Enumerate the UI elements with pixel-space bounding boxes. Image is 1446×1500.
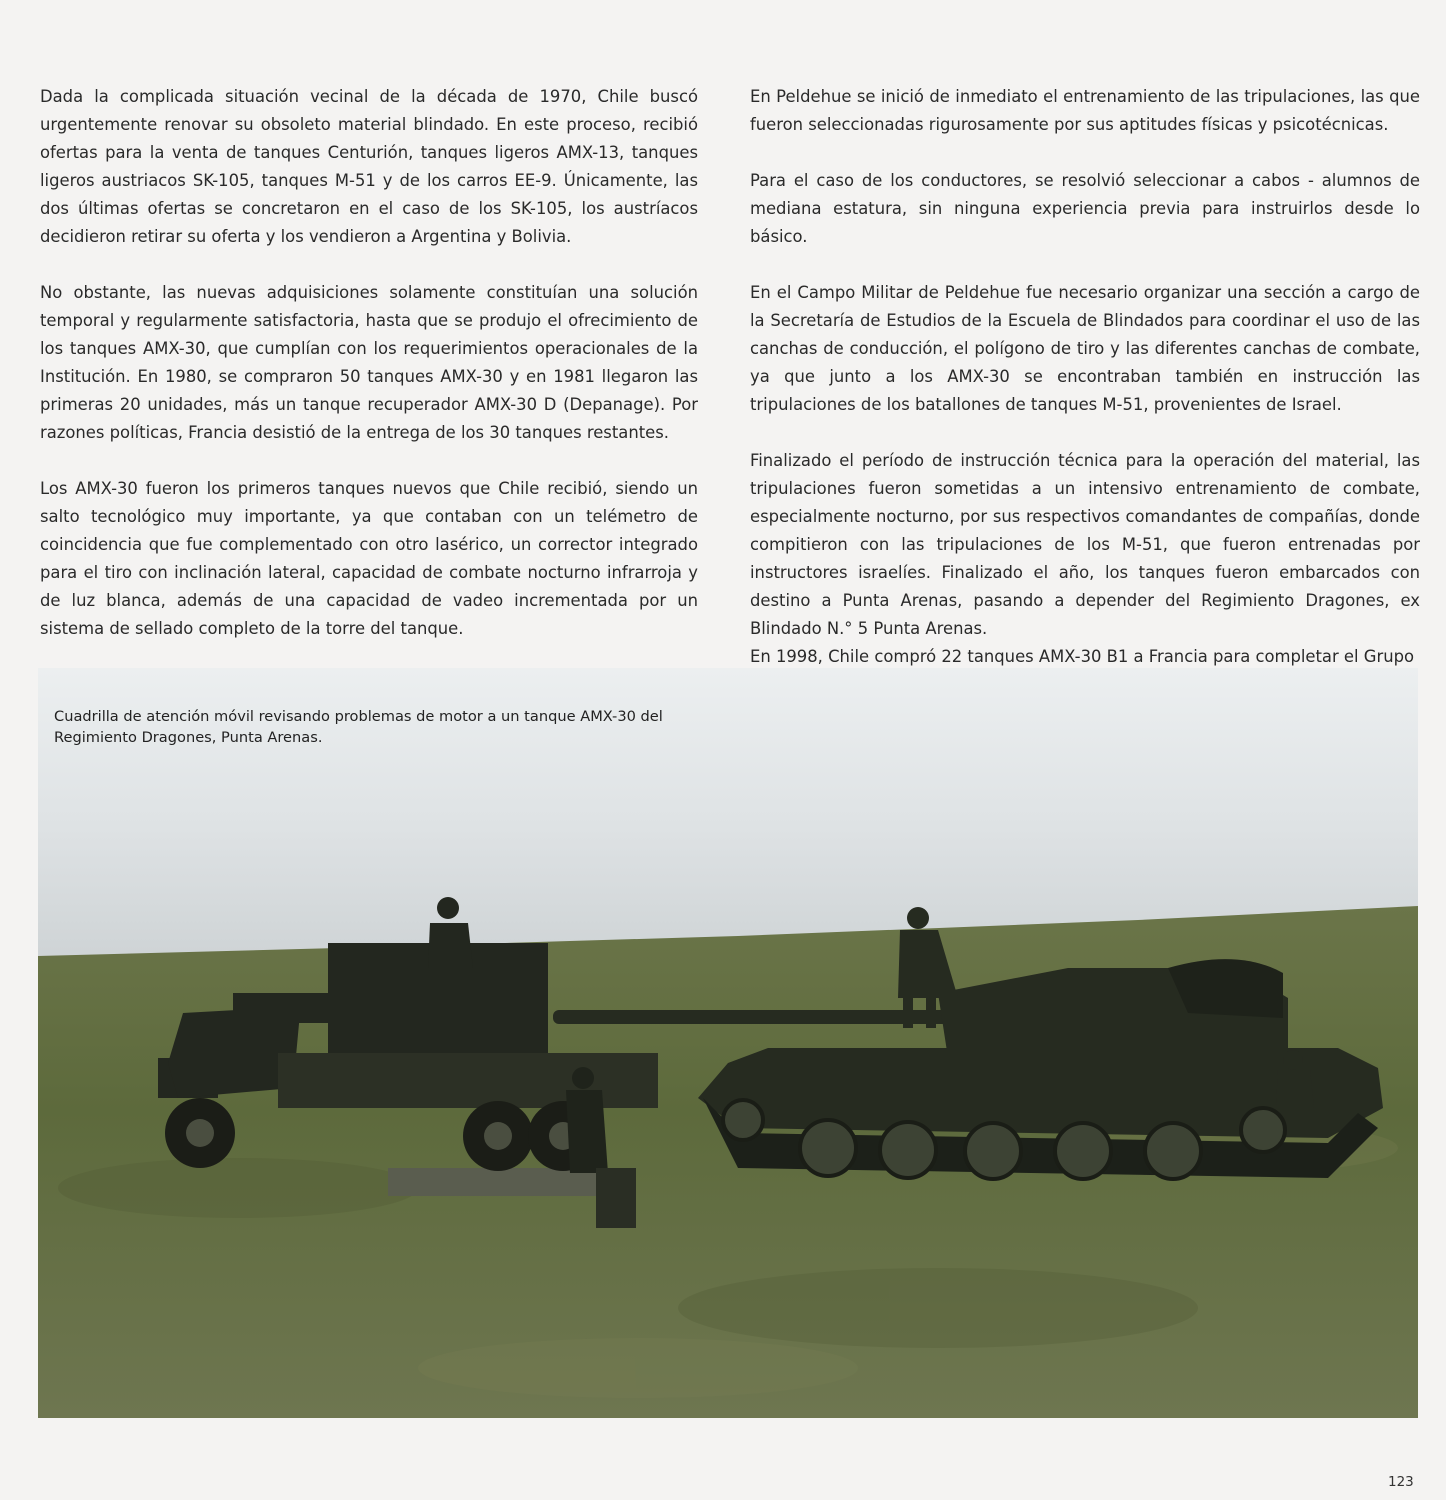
paragraph: Los AMX-30 fueron los primeros tanques nuevos que Chile recibió, siendo un salto tecnológico muy importante, ya que contaban con un telémetro de coincidencia que fue complementado con otro lasérico, un corrector integrado para el tiro con inclinación lateral, capacidad de combate nocturno infrarroja y de luz blanca, además de una capacidad de vadeo incrementada por un sistema de sellado completo de la torre del tanque.	[40, 479, 698, 638]
photo-caption: Cuadrilla de atención móvil revisando problemas de motor a un tanque AMX-30 del Regimiento Dragones, Punta Arenas.	[54, 708, 663, 746]
paragraph: En Peldehue se inició de inmediato el entrenamiento de las tripulaciones, las que fueron seleccionadas rigurosamente por sus aptitudes físicas y psicotécnicas.	[750, 87, 1420, 134]
tank-photo	[38, 668, 1418, 1418]
paragraph: Para el caso de los conductores, se resolvió seleccionar a cabos - alumnos de mediana estatura, sin ninguna experiencia previa para instruirlos desde lo básico.	[750, 171, 1420, 246]
paragraph: Dada la complicada situación vecinal de la década de 1970, Chile buscó urgentemente renovar su obsoleto material blindado. En este proceso, recibió ofertas para la venta de tanques Centurión, tanques ligeros AMX-13, tanques ligeros austriacos SK-105, tanques M-51 y de los carros EE-9. Únicamente, las dos últimas ofertas se concretaron en el caso de los SK-105, los austríacos decidieron retirar su oferta y los vendieron a Argentina y Bolivia.	[40, 87, 698, 246]
paragraph: No obstante, las nuevas adquisiciones solamente constituían una solución temporal y regularmente satisfactoria, hasta que se produjo el ofrecimiento de los tanques AMX-30, que cumplían con los requerimientos operacionales de la Institución. En 1980, se compraron 50 tanques AMX-30 y en 1981 llegaron las primeras 20 unidades, más un tanque recuperador AMX-30 D (Depanage). Por razones políticas, Francia desistió de la entrega de los 30 tanques restantes.	[40, 283, 698, 442]
paragraph: Finalizado el período de instrucción técnica para la operación del material, las tripulaciones fueron sometidas a un intensivo entrenamiento de combate, especialmente nocturno, por sus respectivos comandantes de compañías, donde compitieron con las tripulaciones de los M-51, que fueron entrenadas por instructores israelíes. Finalizado el año, los tanques fueron embarcados con destino a Punta Arenas, pasando a depender del Regimiento Dragones, ex Blindado N.° 5 Punta Arenas.	[750, 451, 1420, 638]
paragraph: En el Campo Militar de Peldehue fue necesario organizar una sección a cargo de la Secretaría de Estudios de la Escuela de Blindados para coordinar el uso de las canchas de conducción, el polígono de tiro y las diferentes canchas de combate, ya que junto a los AMX-30 se encontraban también en instrucción las tripulaciones de los batallones de tanques M-51, provenientes de Israel.	[750, 283, 1420, 414]
right-text-column	[750, 83, 1420, 671]
tank-scene	[38, 668, 1418, 1418]
left-text-column	[40, 83, 698, 671]
paragraph: En 1998, Chile compró 22 tanques AMX-30 B1 a Francia para completar el Grupo	[750, 647, 1415, 666]
page-number: 123	[1388, 1474, 1414, 1490]
